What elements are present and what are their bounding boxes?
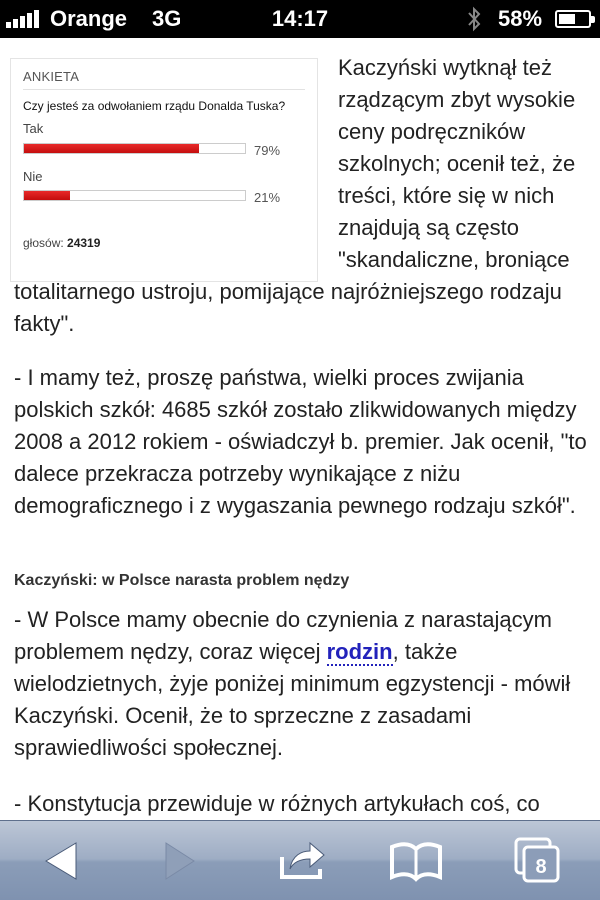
browser-toolbar <box>0 820 600 900</box>
article-subheading: Kaczyński: w Polsce narasta problem nędzy <box>14 572 350 589</box>
poll-option-bar[interactable] <box>23 143 246 154</box>
battery-percent: 58% <box>498 6 543 31</box>
article-paragraph: - I mamy też, proszę państwa, wielki proces zwijania polskich szkół: 4685 szkół zostało zlikwidowanych między 2008 a 2012 rokiem - oświadczył b. premier. Jak ocenił, "to dalece przekracza potrzeby wynikające z niżu demograficznego i z wygaszania pewnego rodzaju szkół". <box>14 365 587 518</box>
tabs-icon <box>508 833 568 889</box>
paragraph-text: - W Polsce mamy obecnie do czynienia z narastającym problemem nędzy, coraz więcej <box>14 607 552 664</box>
poll-votes-count: 24319 <box>67 236 101 250</box>
bookmarks-icon <box>386 833 446 889</box>
poll-divider <box>23 89 305 90</box>
poll-option-label: Tak <box>23 121 44 136</box>
poll-bar-fill <box>24 191 70 200</box>
back-icon <box>30 833 90 889</box>
share-button[interactable] <box>272 833 332 889</box>
poll-option-percent: 21% <box>254 190 281 205</box>
share-icon <box>272 833 332 889</box>
paragraph-text: , także wielodzietnych, żyje poniżej minimum egzystencji - mówił Kaczyński. Ocenił, że to sprzeczne z zasadami sprawiedliwości społecznej. <box>14 639 571 760</box>
poll-votes-label: głosów: <box>23 236 64 250</box>
poll-widget <box>10 58 318 282</box>
forward-icon <box>150 833 210 889</box>
tab-count: 8 <box>535 856 547 878</box>
article-paragraph: - Konstytucja przewiduje w różnych artykułach coś, co <box>14 791 540 816</box>
poll-votes <box>23 236 100 250</box>
bookmarks-button[interactable] <box>386 833 446 889</box>
poll-option-percent: 79% <box>254 143 281 158</box>
article-paragraph <box>14 604 590 764</box>
poll-bar-fill <box>24 144 199 153</box>
bluetooth-icon <box>466 6 482 32</box>
poll-option-bar[interactable] <box>23 190 246 201</box>
poll-title: ANKIETA <box>23 69 80 84</box>
clock: 14:17 <box>271 6 329 31</box>
battery-icon <box>555 10 591 28</box>
forward-button[interactable] <box>150 833 210 889</box>
poll-option-label: Nie <box>23 169 43 184</box>
tabs-button[interactable] <box>508 833 568 889</box>
back-button[interactable] <box>30 833 90 889</box>
battery-fill <box>559 14 575 24</box>
article-content[interactable] <box>0 38 600 820</box>
network-type: 3G <box>152 6 182 31</box>
status-bar <box>0 0 600 38</box>
article-paragraph-wrap: Kaczyński wytknął też rządzącym zbyt wysokie ceny podręczników szkolnych; ocenił też, że treści, które się w nich znajdują są często "skandaliczne, broniące <box>338 55 576 272</box>
poll-question: Czy jesteś za odwołaniem rządu Donalda Tuska? <box>23 99 286 113</box>
carrier-name: Orange <box>50 6 128 31</box>
rodzin-link[interactable]: rodzin <box>326 639 393 664</box>
article-paragraph-continued: totalitarnego ustroju, pomijające najróżniejszego rodzaju fakty". <box>14 279 562 336</box>
